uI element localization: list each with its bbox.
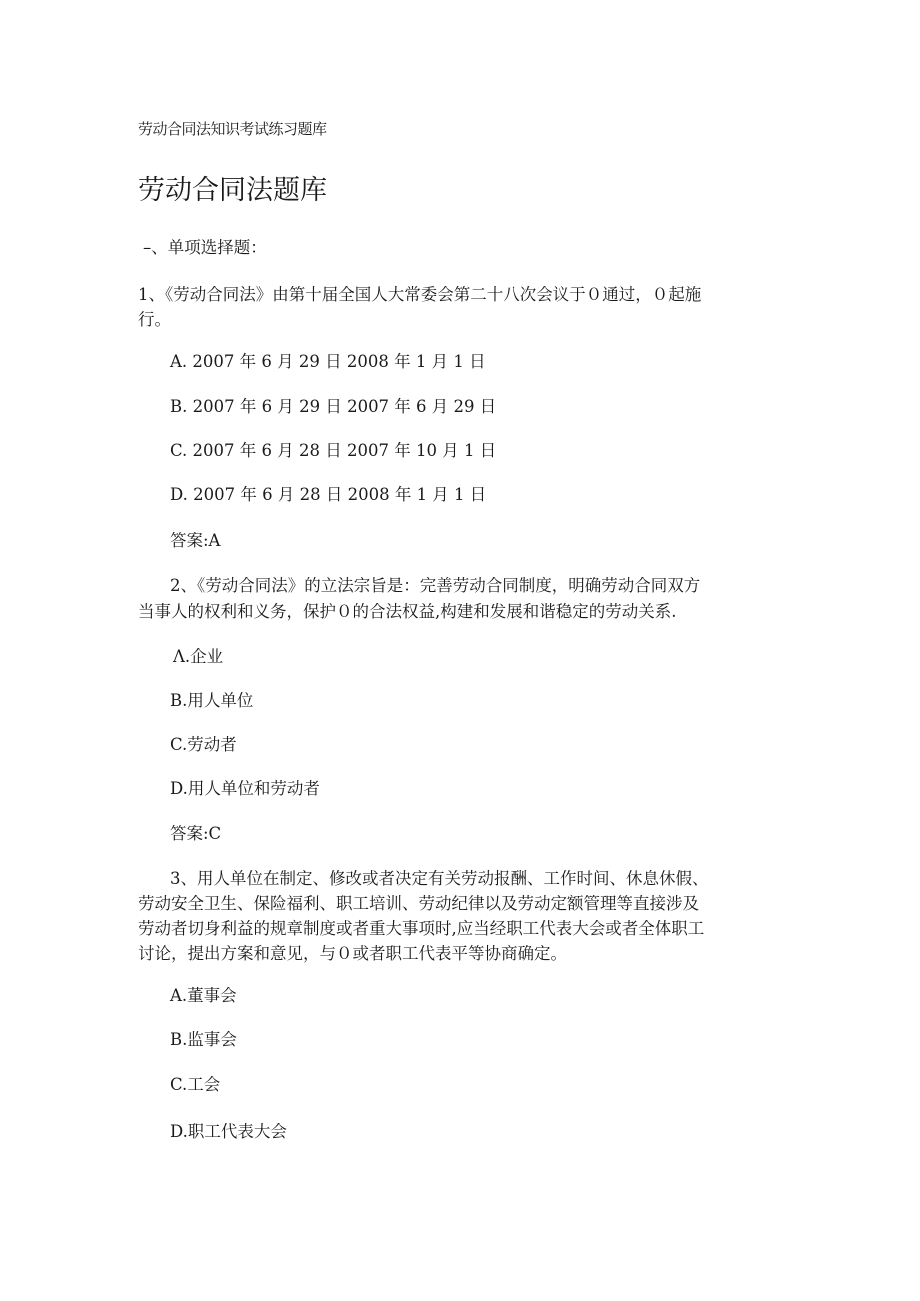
question-3-option-a: A.董事会 [170,986,237,1005]
question-3-option-c: C.工会 [170,1075,221,1094]
question-1-text-line-2: 行。 [138,310,171,329]
question-3-text-line-1: 3、用人单位在制定、修改或者决定有关劳动报酬、工作时间、休息休假、 [170,869,709,888]
question-2-option-d: D.用人单位和劳动者 [170,779,320,798]
question-1-option-c: C. 2007 年 6 月 28 日 2007 年 10 月 1 日 [170,441,497,460]
question-3-option-b: B.监事会 [170,1030,237,1049]
question-2-option-a: Λ.企业 [173,647,224,666]
question-2-option-c: C.劳动者 [170,735,237,754]
page-title: 劳动合同法题库 [138,175,327,206]
question-2-answer: 答案:C [170,824,222,843]
question-1-option-b: B. 2007 年 6 月 29 日 2007 年 6 月 29 日 [170,397,497,416]
question-1-answer: 答案:A [170,531,221,550]
document-header-title: 劳动合同法知识考试练习题库 [138,120,327,138]
question-3-option-d: D.职工代表大会 [170,1122,287,1141]
question-2-option-b: B.用人单位 [170,691,254,710]
question-1-text-line-1: 1、《劳动合同法》由第十届全国人大常委会第二十八次会议于０通过，０起施 [138,285,702,304]
question-1-option-d: D. 2007 年 6 月 28 日 2008 年 1 月 1 日 [170,485,487,504]
question-1-option-a: A. 2007 年 6 月 29 日 2008 年 1 月 1 日 [170,352,486,371]
question-2-text-line-1: 2、《劳动合同法》的立法宗旨是：完善劳动合同制度，明确劳动合同双方 [170,576,701,595]
question-3-text-line-3: 劳动者切身利益的规章制度或者重大事项时,应当经职工代表大会或者全体职工 [138,919,705,938]
question-3-text-line-2: 劳动安全卫生、保险福利、职工培训、劳动纪律以及劳动定额管理等直接涉及 [138,894,699,913]
question-3-text-line-4: 讨论，提出方案和意见，与０或者职工代表平等协商确定。 [138,944,567,963]
question-2-text-line-2: 当事人的权利和义务，保护０的合法权益,构建和发展和谐稳定的劳动关系. [138,602,677,621]
section-heading: –、单项选择题： [143,238,267,257]
